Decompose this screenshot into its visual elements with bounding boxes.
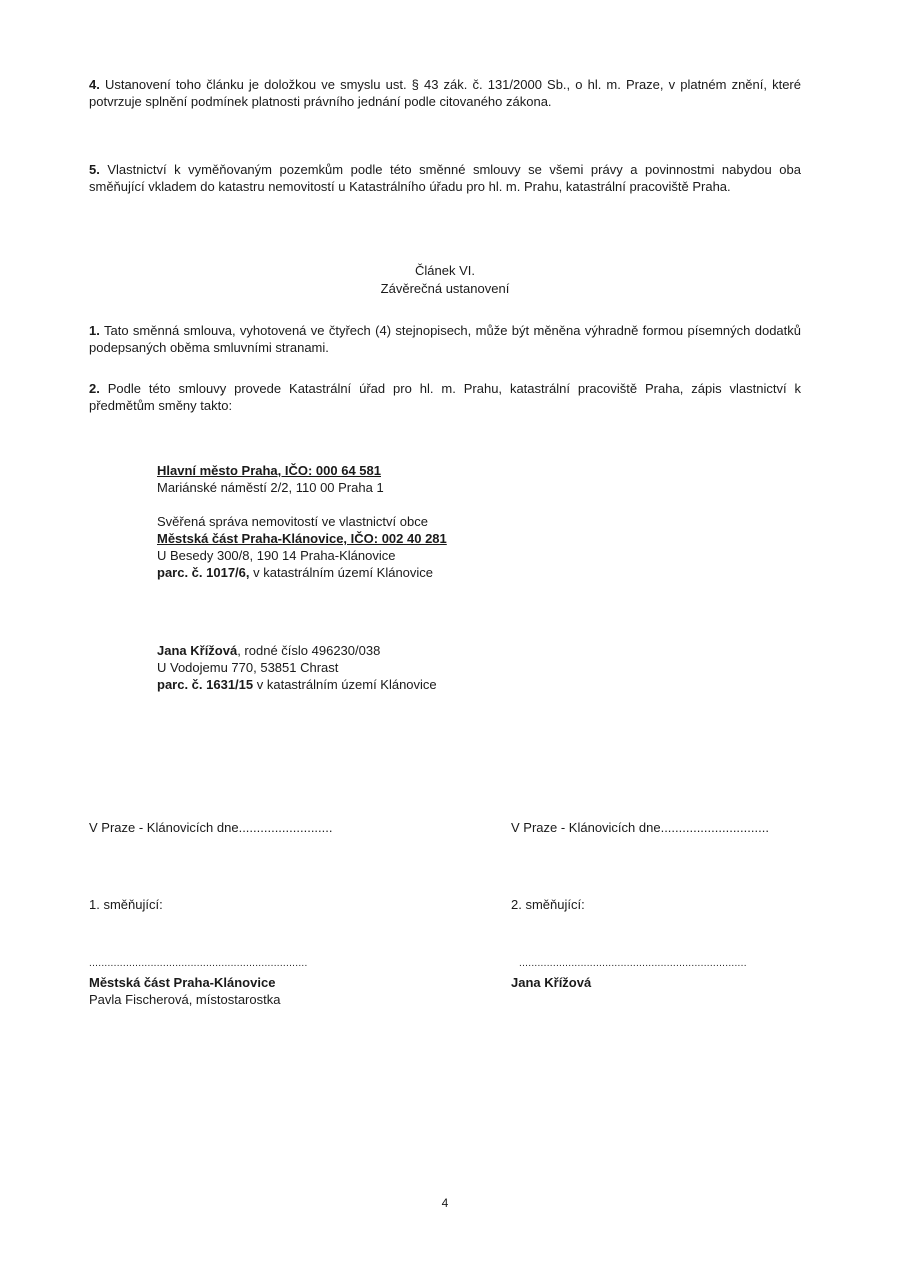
signatory-name-right: Jana Křížová bbox=[511, 975, 592, 990]
signatory-role-right: 2. směňující: bbox=[511, 897, 585, 912]
party-2-name: Jana Křížová bbox=[157, 643, 238, 658]
party-2-address: U Vodojemu 770, 53851 Chrast bbox=[157, 660, 339, 675]
party-1-admin: Svěřená správa nemovitostí ve vlastnictví obce bbox=[157, 514, 428, 529]
clause-1 bbox=[89, 322, 801, 356]
paragraph-text: Ustanovení toho článku je doložkou ve smyslu ust. § 43 zák. č. 131/2000 Sb., o hl. m. Praze, v platném znění, které potvrzuje splnění podmínek platnosti právního jednání podle citovaného zákona. bbox=[89, 77, 801, 109]
party-2-block bbox=[157, 642, 557, 693]
party-2-parcel: parc. č. 1631/15 bbox=[157, 677, 254, 692]
party-1-block bbox=[157, 462, 557, 581]
party-2-birth: , rodné číslo 496230/038 bbox=[237, 643, 381, 658]
party-1-parcel-suffix: v katastrálním území Klánovice bbox=[249, 565, 434, 580]
page-number: 4 bbox=[441, 1196, 449, 1210]
clause-text: Podle této smlouvy provede Katastrální úřad pro hl. m. Prahu, katastrální pracoviště Praha, zápis vlastnictví k předmětům směny takto: bbox=[89, 381, 801, 413]
party-2-parcel-suffix: v katastrálním území Klánovice bbox=[253, 677, 437, 692]
signatory-title-left: Pavla Fischerová, místostarostka bbox=[89, 992, 281, 1007]
paragraph-text: Vlastnictví k vyměňovaným pozemkům podle této směnné smlouvy se všemi právy a povinnostmi nabydou oba směňující vkladem do katastru nemovitostí u Katastrálního úřadu pro hl. m. Prahu, katastrální pracoviště Praha. bbox=[89, 162, 801, 194]
paragraph-4 bbox=[89, 76, 801, 110]
article-title: Článek VI. bbox=[415, 263, 475, 278]
clause-number: 1. bbox=[89, 323, 100, 338]
party-1-district-address: U Besedy 300/8, 190 14 Praha-Klánovice bbox=[157, 548, 396, 563]
paragraph-5 bbox=[89, 161, 801, 195]
signatory-role-left: 1. směňující: bbox=[89, 897, 163, 912]
party-2-name-line bbox=[157, 642, 557, 659]
party-1-parcel: parc. č. 1017/6, bbox=[157, 565, 250, 580]
signature-place-left: V Praze - Klánovicích dne.......................... bbox=[89, 820, 333, 835]
party-2-parcel-line bbox=[157, 676, 557, 693]
signature-place-right: V Praze - Klánovicích dne.............................. bbox=[511, 820, 769, 835]
party-1-name: Hlavní město Praha, IČO: 000 64 581 bbox=[157, 463, 381, 478]
signature-line-right: .......................................................................... bbox=[519, 958, 747, 969]
paragraph-number: 5. bbox=[89, 162, 100, 177]
party-1-parcel-line bbox=[157, 564, 557, 581]
clause-text: Tato směnná smlouva, vyhotovená ve čtyřech (4) stejnopisech, může být měněna výhradně formou písemných dodatků podepsaných oběma smluvními stranami. bbox=[89, 323, 801, 355]
party-1-district: Městská část Praha-Klánovice, IČO: 002 40 281 bbox=[157, 531, 447, 546]
clause-number: 2. bbox=[89, 381, 100, 396]
article-subtitle: Závěrečná ustanovení bbox=[380, 281, 510, 296]
signature-line-left: ....................................................................... bbox=[89, 958, 308, 969]
party-1-address: Mariánské náměstí 2/2, 110 00 Praha 1 bbox=[157, 480, 384, 495]
clause-2 bbox=[89, 380, 801, 414]
paragraph-number: 4. bbox=[89, 77, 100, 92]
signatory-name-left: Městská část Praha-Klánovice bbox=[89, 975, 276, 990]
